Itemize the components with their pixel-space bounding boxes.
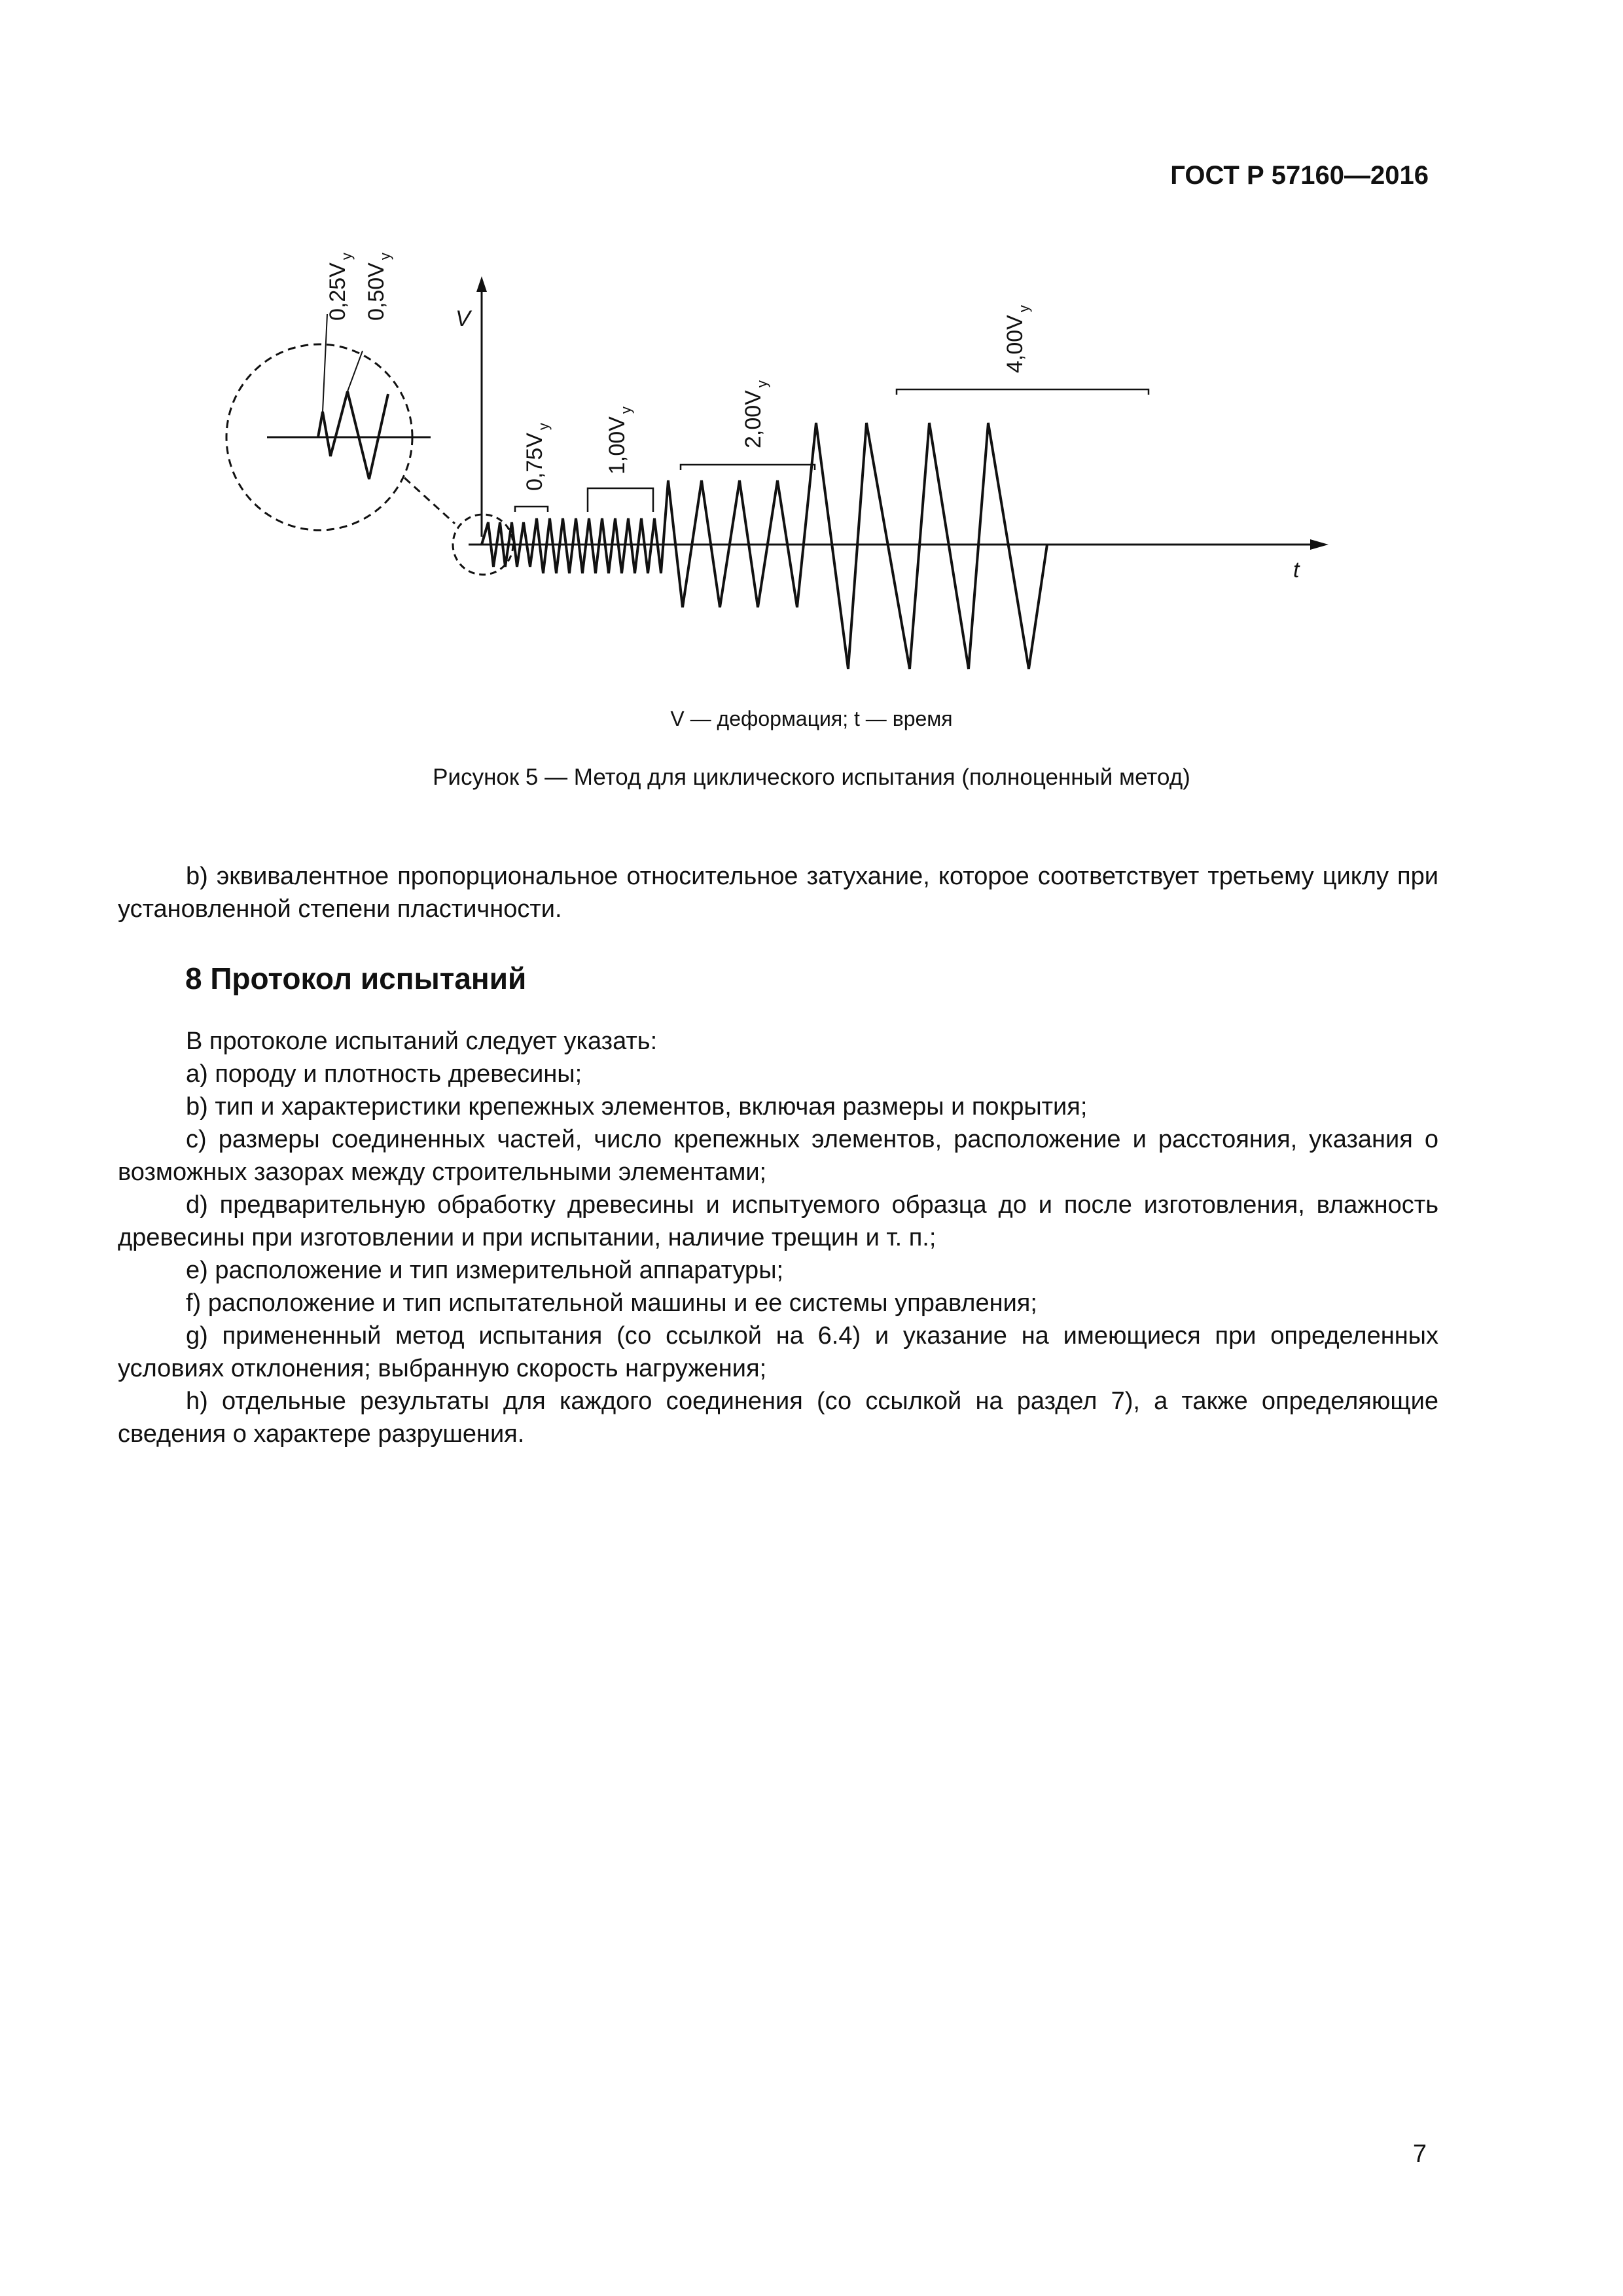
v-axis-label: V — [455, 306, 471, 331]
list-item-a: a) породу и плотность древесины; — [186, 1060, 582, 1088]
leader-025 — [323, 314, 327, 412]
section-body — [118, 1025, 1438, 1450]
svg-text:4,00Vy: $4,00V_y$ — [1003, 305, 1032, 373]
figure-caption: Рисунок 5 — Метод для циклического испытания (полноценный метод) — [433, 764, 1190, 790]
section-title: 8 Протокол испытаний — [185, 961, 527, 996]
svg-text:0,25Vy: $0,25V_y$ — [325, 253, 355, 321]
v-axis-arrow — [476, 276, 487, 292]
bracket-200 — [681, 465, 815, 470]
leader-050 — [348, 351, 363, 391]
t-axis-label: t — [1293, 558, 1300, 583]
list-item-c: c) размеры соединенных частей, число крепежных элементов, расположение и расстояния, указания о возможных зазорах между строительными элементами; — [118, 1126, 1438, 1186]
zoom-waveform — [318, 391, 388, 479]
label-050 — [364, 253, 393, 321]
svg-text:0,75Vy: $0,75V_y$ — [522, 423, 552, 491]
svg-text:1,00Vy: $1,00V_y$ — [605, 406, 634, 475]
intro-item-b: b) эквивалентное пропорциональное относительное затухание, которое соответствует третьему циклу при установленной степени пластичности. — [118, 863, 1438, 923]
label-100 — [605, 406, 634, 475]
label-075 — [522, 423, 552, 491]
list-item-b: b) тип и характеристики крепежных элементов, включая размеры и покрытия; — [186, 1093, 1088, 1121]
label-025 — [325, 253, 355, 321]
figure-legend: V — деформация; t — время — [670, 707, 953, 730]
intro-paragraph — [118, 860, 1438, 925]
list-item-g: g) примененный метод испытания (со ссылкой на 6.4) и указание на имеющиеся при определенных условиях отклонения; выбранную скорость нагружения; — [118, 1322, 1438, 1382]
list-item-h: h) отдельные результаты для каждого соединения (со ссылкой на раздел 7), а также определяющие сведения о характере разрушения. — [118, 1388, 1438, 1448]
bracket-400 — [897, 389, 1149, 395]
section-lead: В протоколе испытаний следует указать: — [186, 1028, 658, 1055]
bracket-075 — [515, 507, 548, 512]
t-axis-arrow — [1310, 539, 1329, 550]
list-item-e: e) расположение и тип измерительной аппаратуры; — [186, 1257, 784, 1284]
svg-text:0,50Vy: $0,50V_y$ — [364, 253, 393, 321]
cyclic-waveform — [482, 423, 1047, 669]
list-item-d: d) предварительную обработку древесины и испытуемого образца до и после изготовления, влажность древесины при изготовлении и при испытании, наличие трещин и т. п.; — [118, 1191, 1438, 1251]
label-200 — [741, 380, 770, 448]
svg-text:2,00Vy: $2,00V_y$ — [741, 380, 770, 448]
list-item-f: f) расположение и тип испытательной машины и ее системы управления; — [186, 1289, 1037, 1317]
cyclic-test-figure — [196, 223, 1361, 746]
page-number: 7 — [1412, 2140, 1427, 2168]
zoom-connector — [404, 478, 455, 524]
bracket-100 — [588, 488, 653, 512]
document-header: ГОСТ Р 57160—2016 — [1170, 161, 1429, 190]
label-400 — [1003, 305, 1032, 373]
